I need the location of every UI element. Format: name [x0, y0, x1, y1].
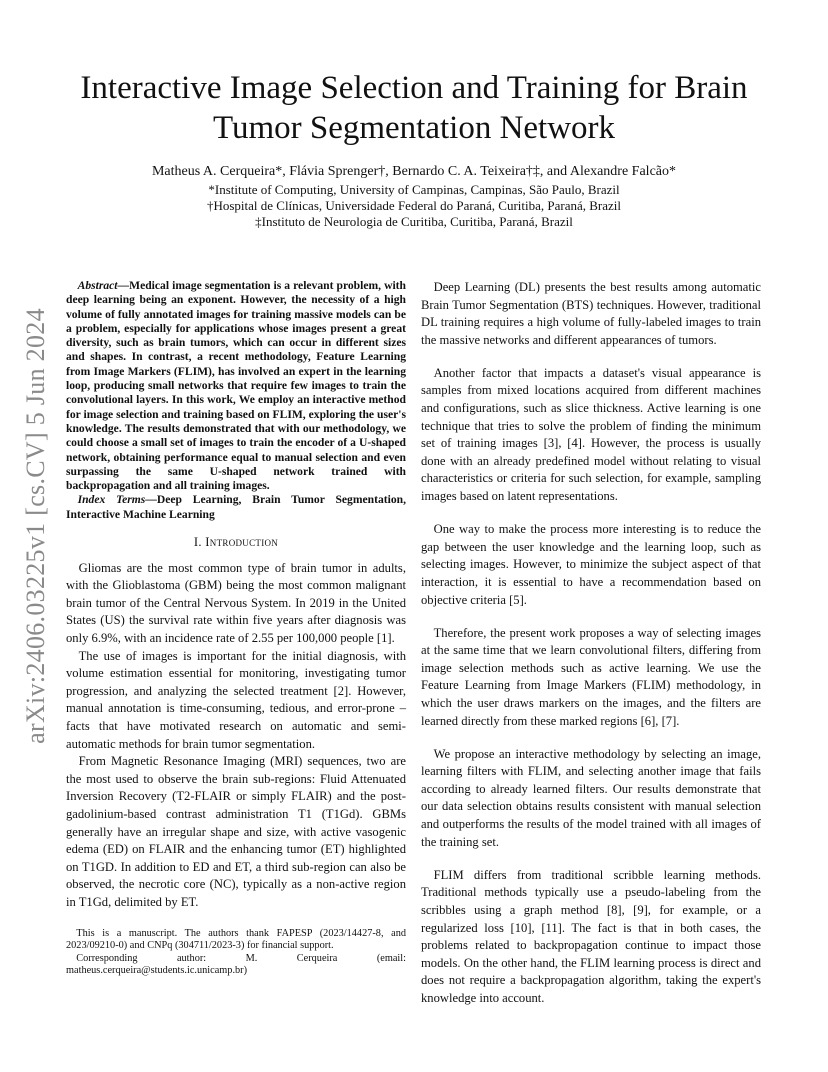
- paragraph: FLIM differs from traditional scribble learning methods. Traditional methods typically use a pseudo-labeling from the scribbles using a graph method [8], [9], for example, or a regularized loss [10], [11]. The fact is that in both cases, the problems related to backpropagation continue to impact those models. On the other hand, the FLIM learning process is direct and does not require a backpropagation algorithm, taking the expert's knowledge into account.: [421, 867, 761, 1005]
- paper-title: Interactive Image Selection and Training for Brain Tumor Segmentation Network: [80, 70, 748, 146]
- paragraph: We propose an interactive methodology by selecting an image, learning filters with FLIM, and selecting another image that fails according to already learned filters. Our results demonstrate that our data selection obtains results consistent with manual selection and outperforms the results of the model trained with all images of the training set.: [421, 746, 761, 849]
- index-terms: [66, 493, 406, 522]
- arxiv-id-text: arXiv:2406.03225v1 [cs.CV] 5 Jun 2024: [21, 308, 50, 744]
- footnote-corresponding: Corresponding author: M. Cerqueira (email: matheus.cerqueira@students.ic.unicamp.br): [66, 952, 406, 977]
- paragraph: Therefore, the present work proposes a way of selecting images at the same time that we learn convolutional filters, differing from image selection methods such as active learning. We use the Feature Learning from Image Markers (FLIM) methodology, in which the user draws markers on the images, and the filters are learned directly from these marked regions [6], [7].: [421, 625, 761, 728]
- abstract: [66, 279, 406, 493]
- index-terms-label: Index Terms: [77, 493, 146, 507]
- index-terms-text: —Deep Learning, Brain Tumor Segmentation, Interactive Machine Learning: [66, 493, 406, 521]
- abstract-label: Abstract: [77, 279, 118, 292]
- paragraph: Gliomas are the most common type of brain tumor in adults, with the Glioblastoma (GBM) being the most common malignant brain tumor of the Central Nervous System. In 2019 in the United States (US) the survival rate within five years after diagnosis was only 6.9%, with an incidence rate of 2.55 per 100,000 people [1].: [66, 560, 406, 646]
- footnote-funding: This is a manuscript. The authors thank FAPESP (2023/14427-8, and 2023/09210-0) and CNPq (304711/2023-3) for financial support.: [66, 927, 406, 952]
- footnotes: [66, 928, 406, 978]
- paragraph: From Magnetic Resonance Imaging (MRI) sequences, two are the most used to observe the brain sub-regions: Fluid Attenuated Inversion Recovery (T2-FLAIR or simply FLAIR) and the post-gadolinium-based contrast administration T1 (T1Gd). GBMs generally have an irregular shape and size, with active vasogenic edema (ED) on FLAIR and the enhancing tumor (ET) highlighted on T1GD. In addition to ED and ET, a third sub-region can also be observed, the necrotic core (NC), typically as a non-active region in T1Gd, delimited by ET.: [66, 754, 406, 909]
- affiliation-3: ‡Instituto de Neurologia de Curitiba, Curitiba, Paraná, Brazil: [255, 214, 573, 229]
- section-heading: I. Introduction: [193, 535, 279, 550]
- paragraph: The use of images is important for the initial diagnosis, with volume estimation essential for monitoring, investigating tumor progression, and analyzing the selected treatment [2]. However, manual annotation is time-consuming, tedious, and error-prone – facts that have motivated research on automatic and semi-automatic methods for brain tumor segmentation.: [66, 648, 406, 751]
- abstract-text: —Medical image segmentation is a relevant problem, with deep learning being an exponent. However, the necessity of a high volume of fully annotated images for training massive models can be a problem, especially for applications whose images present a great diversity, such as brain tumors, which can occur in different sizes and shapes. In contrast, a recent methodology, Feature Learning from Image Markers (FLIM), has involved an expert in the learning loop, producing small networks that require few images to train the convolutional layers. In this work, We employ an interactive method for image selection and training based on FLIM, exploring the user's knowledge. The results demonstrated that with our methodology, we could choose a small set of images to train the encoder of a U-shaped network, obtaining performance equal to manual selection and even surpassing the same U-shaped network trained with backpropagation and all training images.: [66, 279, 406, 493]
- author-list: Matheus A. Cerqueira*, Flávia Sprenger†, Bernardo C. A. Teixeira†‡, and Alexandre Falcão*: [151, 164, 676, 179]
- paragraph: Deep Learning (DL) presents the best results among automatic Brain Tumor Segmentation (BTS) techniques. However, traditional DL training requires a high volume of fully-labeled images to train the massive networks and different appearances of tumors.: [421, 280, 761, 347]
- paragraph: Another factor that impacts a dataset's visual appearance is samples from mixed locations acquired from different machines and configurations, such as slice thickness. Active learning is one technique that tries to solve the problem of finding the minimum set of training images [3], [4]. However, the process is usually done with an already predefined model without relating to visual characteristics or criteria for such selection, for example, sampling images based on latent representations.: [421, 365, 761, 504]
- left-column: [66, 279, 406, 978]
- right-column: [421, 279, 761, 1023]
- paragraph: One way to make the process more interesting is to reduce the gap between the user knowledge and the learning loop, such as selecting images. However, to minimize the subject aspect of that interaction, it is essential to have a recommendation based on objective criteria [5].: [421, 522, 761, 607]
- affiliation-2: †Hospital de Clínicas, Universidade Federal do Paraná, Curitiba, Paraná, Brazil: [206, 198, 622, 213]
- affiliation-1: *Institute of Computing, University of Campinas, Campinas, São Paulo, Brazil: [208, 182, 620, 197]
- arxiv-identifier: [20, 296, 52, 756]
